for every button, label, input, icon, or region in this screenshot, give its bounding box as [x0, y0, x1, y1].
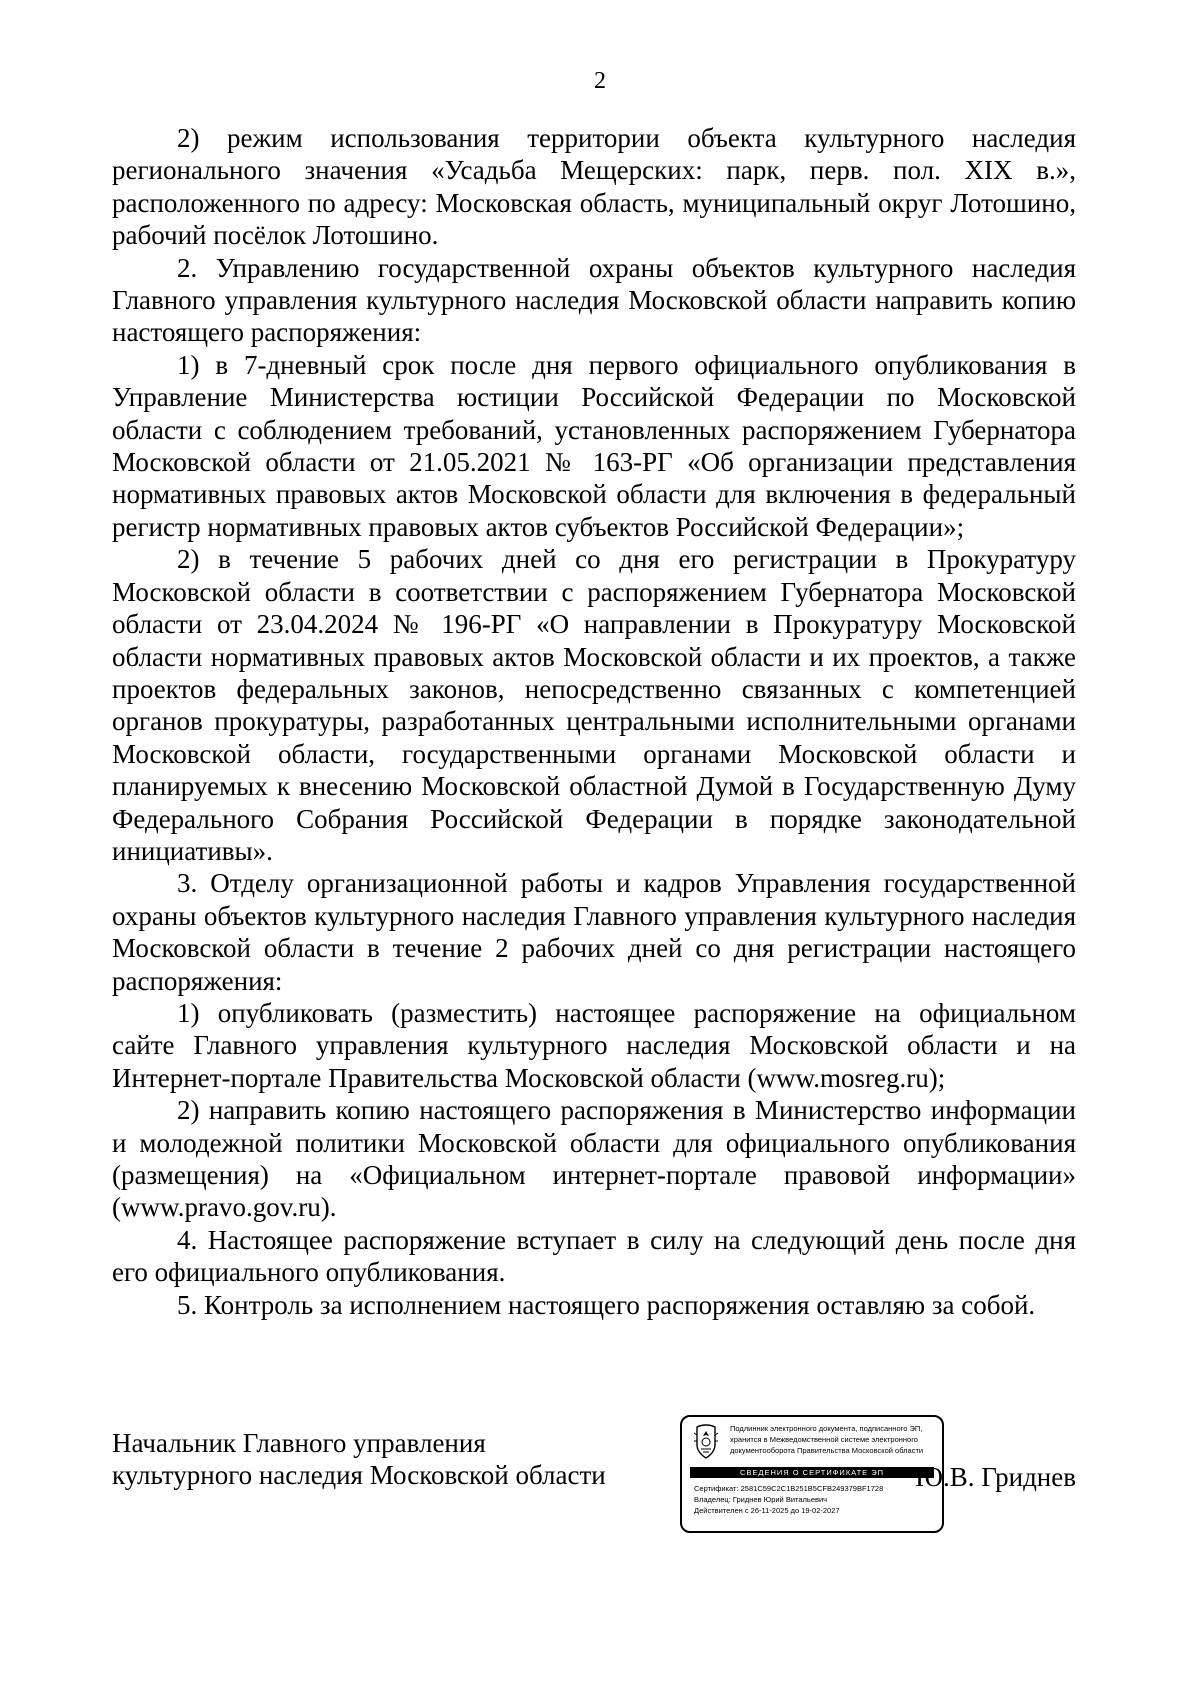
signatory-title-line-1: Начальник Главного управления: [112, 1428, 486, 1458]
paragraph-7: 2) направить копию настоящего распоряжения в Министерство информации и молодежной политики Московской области для официального опубликования (размещения) на «Официальном интернет-портале правовой информации» (www.pravo.gov.ru).: [112, 1095, 1076, 1223]
paragraph-5: 3. Отделу организационной работы и кадров Управления государственной охраны объектов культурного наследия Главного управления культурного наследия Московской области в течение 2 рабочих дней со дня регистрации настоящего распоряжения:: [112, 868, 1076, 996]
stamp-header-line-3: документооборота Правительства Московской области: [730, 1446, 924, 1455]
signatory-title: [112, 1427, 606, 1492]
electronic-signature-stamp: [680, 1415, 944, 1533]
paragraph-8: 4. Настоящее распоряжение вступает в силу на следующий день после дня его официального опубликования.: [112, 1224, 1076, 1288]
paragraph-9: 5. Контроль за исполнением настоящего распоряжения оставляю за собой.: [177, 1289, 1036, 1320]
stamp-header-line-1: Подлинник электронного документа, подписанного ЭП,: [730, 1424, 923, 1433]
paragraph-4: 2) в течение 5 рабочих дней со дня его регистрации в Прокуратуру Московской области в соответствии с распоряжением Губернатора Московской области от 23.04.2024 № 196-РГ «О направлении в Прокуратуру Московской области нормативных правовых актов Московской области и их проектов, а также проектов федеральных законов, непосредственно связанных с компетенцией органов прокуратуры, разработанных центральными исполнительными органами Московской области, государственными органами Московской области и планируемых к внесению Московской областной Думой в Государственную Думу Федерального Собрания Российской Федерации в порядке законодательной инициативы».: [112, 544, 1076, 866]
stamp-header: [730, 1423, 936, 1456]
stamp-details: [694, 1483, 934, 1516]
document-body: [112, 122, 1076, 1321]
paragraph-2: 2. Управлению государственной охраны объектов культурного наследия Главного управления культурного наследия Московской области направить копию настоящего распоряжения:: [112, 252, 1076, 348]
signature-block: [112, 1415, 1076, 1545]
stamp-certificate: Сертификат: 2581C59C2C1B251B5CFB249379BF1728: [694, 1484, 884, 1493]
paragraph-3: 1) в 7-дневный срок после дня первого официального опубликования в Управление Министерства юстиции Российской Федерации по Московской области с соблюдением требований, установленных распоряжением Губернатора Московской области от 21.05.2021 № 163-РГ «Об организации представления нормативных правовых актов Московской области для включения в федеральный регистр нормативных правовых актов субъектов Российской Федерации»;: [112, 349, 1076, 542]
signatory-title-line-2: культурного наследия Московской области: [112, 1460, 606, 1491]
page-number: 2: [594, 68, 606, 94]
stamp-header-line-2: хранится в Межведомственной системе электронного: [730, 1435, 918, 1444]
stamp-certificate-bar: СВЕДЕНИЯ О СЕРТИФИКАТЕ ЭП: [690, 1467, 934, 1478]
stamp-owner: Владелец: Гриднев Юрий Витальевич: [694, 1495, 828, 1504]
stamp-validity: Действителен с 26-11-2025 до 19-02-2027: [694, 1506, 840, 1515]
paragraph-1: 2) режим использования территории объекта культурного наследия регионального значения «Усадьба Мещерских: парк, перв. пол. XIX в.», расположенного по адресу: Московская область, муниципальный округ Лотошино, рабочий посёлок Лотошино.: [112, 123, 1076, 251]
coat-of-arms-icon: [691, 1423, 721, 1461]
paragraph-6: 1) опубликовать (разместить) настоящее распоряжение на официальном сайте Главного управления культурного наследия Московской области и на Интернет-портале Правительства Московской области (www.mosreg.ru);: [112, 997, 1076, 1093]
signatory-name: Ю.В. Гриднев: [915, 1462, 1076, 1492]
